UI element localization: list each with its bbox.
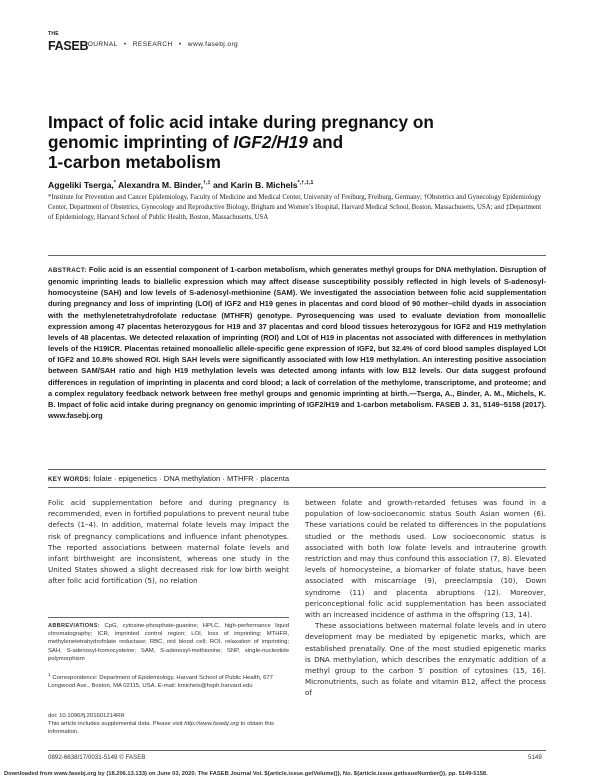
abbreviations [48, 622, 289, 663]
affiliations: *Institute for Prevention and Cancer Epidemiology, Faculty of Medicine and Medical Center, University of Freiburg, Freiburg, Germany; †Obstetrics and Gynecology Epidemiology Center, Department of Obstetrics, Gynecology and Reproductive Biology, Brigham and Women’s Hospital, Harvard Medical School, Boston, Massachusetts, USA; and ‡Department of Epidemiology, Harvard School of Public Health, Boston, Massachusetts, USA [48, 194, 542, 222]
abstract-top-rule [48, 255, 546, 256]
page-number: 5149 [528, 754, 542, 761]
author-binder: Alexandra M. Binder, [115, 180, 203, 190]
footnote-rule [48, 617, 289, 618]
author-tserga: Aggeliki Tserga, [48, 180, 114, 190]
header-website-link[interactable]: www.fasebj.org [187, 41, 239, 48]
abbreviations-label: ABBREVIATIONS: [48, 623, 100, 629]
footer-rule [48, 750, 546, 751]
title-line-2: genomic imprinting of IGF2/H19 and [48, 132, 344, 152]
logo-the: THE [48, 31, 59, 37]
article-title [48, 112, 468, 172]
header-bullet: • [178, 41, 182, 48]
author-list: Aggeliki Tserga,* Alexandra M. Binder,†,‡ and Karin B. Michels$^{*,\dagger,\ddagger,1}$ [48, 180, 314, 190]
supplemental-note: This article includes supplemental data. Please visit http://www.fasebj.org to obtain this information. [48, 721, 274, 736]
body-paragraph: These associations between maternal folate levels and in utero development may be mediated by epigenetic marks, which are established prenatally. One of the most studied epigenetic marks is DNA methylation, which describes the enzymatic addition of a methyl group to the carbon 5′ position of cytosines (15, 16). Micronutrients, such as folate and vitamin B12, affect the process of [305, 621, 546, 698]
logo-faseb: FASEB [48, 39, 89, 53]
title-line-1: Impact of folic acid intake during pregnancy on [48, 112, 434, 132]
keywords-text: folate · epigenetics · DNA methylation · MTHFR · placenta [91, 474, 290, 483]
abstract-bottom-rule [48, 469, 546, 470]
keywords-label: KEY WORDS: [48, 476, 92, 483]
supplemental-link[interactable]: http://www.fasebj.org [184, 721, 239, 728]
title-line-3: 1-carbon metabolism [48, 152, 221, 172]
download-stamp: Downloaded from www.fasebj.org by (18.206.13.133) on June 03, 2020. The FASEB Journal Vol. ${article.issue.getVolume()}, No. ${article.issue.getIssueNumber()}, pp. 5149-5158. [4, 771, 488, 777]
header-journal: JOURNAL [84, 41, 118, 48]
keywords-bottom-rule [48, 487, 546, 488]
abstract-label: ABSTRACT: [48, 267, 87, 274]
author-michels: and Karin B. Michels [210, 180, 298, 190]
abstract [48, 264, 546, 421]
body-column-left [48, 497, 289, 587]
abbreviations-text: CpG, cytosine-phosphate-guanine; HPLC, high-performance liquid chromatography; ICR, imprinted control region; LOI, loss of imprinting; MTHFR, methylenetetrahydrofolate reductase; RBC, red blood cell; ROI, relaxation of imprinting; SAH, S-adenosyl-homocysteine; SAM, S-adenosyl-methionine; SNP, single-nucleotide polymorphism [48, 623, 289, 662]
abstract-text: Folic acid is an essential component of 1-carbon metabolism, which generates methyl groups for DNA methylation. Disruption of genomic imprinting leads to biallelic expression which may affect disease susceptibility possibly reflected in high levels of S-adenosyl-homocysteine (SAH) and low levels of S-adenosyl-methionine (SAM). We investigated the association between folic acid supplementation during pregnancy and loss of imprinting (LOI) of IGF2 and H19 genes in placentas and cord blood of 90 mother–child dyads in association with the methylenetetrahydrofolate reductase (MTHFR) genotype. Pyrosequencing was used to evaluate deviation from monoallelic expression among 47 placentas heterozygous for H19 and 37 placentas and cord blood tissues heterozygous for IGF2 and H19 methylation levels of 48 placentas. We detected relaxation of imprinting (ROI) and LOI of H19 in placentas not associated with differences in methylation levels of the H19ICR. Placentas retained monoallelic allele-specific gene expression of IGF2, but 32.4% of cord blood samples displayed LOI of IGF2 and 10.8% showed ROI. High SAH levels were significantly associated with low H19 methylation. An interesting positive association between SAM/SAH ratio and high H19 methylation levels was detected among infants with low B12 levels. Our data suggest profound differences in regulation of imprinting in placenta and cord blood; a lack of correlation of the methylome, transcriptome, and proteome; and a complex regulatory feedback network between free methyl groups and genomic imprinting at birth.—Tserga, A., Binder, A. M., Michels, K. B. Impact of folic acid intake during pregnancy on genomic imprinting of IGF2/H19 and 1-carbon metabolism. FASEB J. 31, 5149–5158 (2017). www.fasebj.org [48, 265, 546, 421]
issn-copyright: 0892-6638/17/0031-5149 © FASEB [48, 754, 146, 761]
keywords [48, 474, 546, 483]
body-paragraph: between folate and growth-retarded fetuses was found in a population of low-socioeconomic status South Asian women (6). These variations could be related to differences in the populations studied or the methods used. Low socioeconomic status is associated with both low folate levels and intrauterine growth restriction and may thus confound this association (7, 8). Elevated levels of homocysteine, a biomarker of folate status, have been associated with miscarriage (9), preeclampsia (10), Down syndrome (11) and placenta abruptions (12). Moreover, periconceptional folic acid supplementation has been associated with an increased incidence of asthma in the offspring (13, 14). [305, 498, 546, 620]
doi[interactable]: doi: 10.1096/fj.201601214RR [48, 713, 125, 719]
correspondence-text: Correspondence: Department of Epidemiology, Harvard School of Public Health, 677 Longwood Ave., Boston, MA 02115, USA. E-mail: kmichels@hsph.harvard.edu [48, 674, 273, 690]
header-bullet: • [123, 41, 127, 48]
body-column-right [305, 497, 546, 699]
header-nav [84, 41, 242, 48]
body-paragraph: Folic acid supplementation before and during pregnancy is recommended, even in fortified populations to prevent neural tube defects (1–4). In addition, maternal folate levels may impact the risk of pregnancy complications and influence infant phenotypes. The reported associations between maternal folate levels and infant birthweight are inconsistent, whereas one study in the United States showed a slight decreased risk for low birth weight after folic acid fortification (5), no relation [48, 498, 289, 586]
title-gene: IGF2/H19 [233, 132, 308, 152]
correspondence-mark: 1 [48, 673, 51, 678]
header-research: RESEARCH [132, 41, 173, 48]
journal-logo [48, 32, 88, 55]
correspondence [48, 672, 289, 690]
article-notes [48, 712, 298, 737]
